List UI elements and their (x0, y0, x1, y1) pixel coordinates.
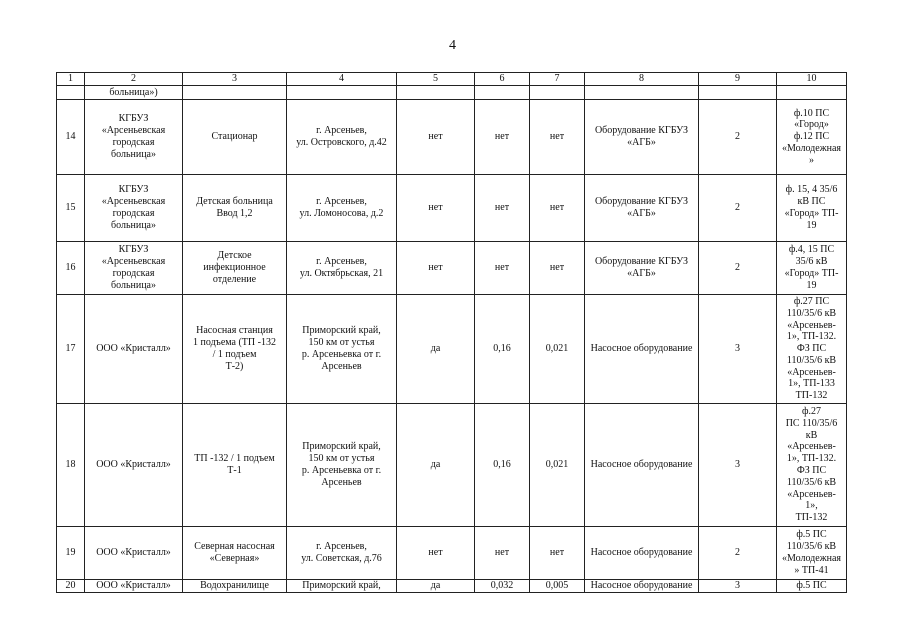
table-cell: ТП -132 / 1 подъем Т-1 (183, 404, 287, 527)
table-cell: 20 (57, 580, 85, 593)
table-cell: 2 (699, 175, 777, 242)
table-cell: 17 (57, 295, 85, 404)
table-cell: Насосное оборудование (585, 580, 699, 593)
table-cell: нет (530, 175, 585, 242)
table-row (57, 86, 847, 100)
table-cell: нет (530, 527, 585, 580)
column-header: 2 (85, 73, 183, 86)
table-cell: Водохранилище (183, 580, 287, 593)
table-cell: Оборудование КГБУЗ «АГБ» (585, 242, 699, 295)
table-cell: 2 (699, 242, 777, 295)
table-cell: ф.5 ПС 110/35/6 кВ «Молодежная » ТП-41 (777, 527, 847, 580)
table-cell: ф.5 ПС (777, 580, 847, 593)
table-cell: 0,005 (530, 580, 585, 593)
table-cell: Насосное оборудование (585, 404, 699, 527)
column-header: 6 (475, 73, 530, 86)
table-cell: нет (397, 242, 475, 295)
table-cell: 15 (57, 175, 85, 242)
table-cell: 18 (57, 404, 85, 527)
table-cell: Приморский край, 150 км от устья р. Арсеньевка от г. Арсеньев (287, 404, 397, 527)
table-cell: нет (530, 100, 585, 175)
table-cell: да (397, 295, 475, 404)
table-cell: 2 (699, 527, 777, 580)
table-cell (530, 86, 585, 100)
table-cell: КГБУЗ «Арсеньевская городская больница» (85, 175, 183, 242)
table-row (57, 527, 847, 580)
table-cell: г. Арсеньев, ул. Островского, д.42 (287, 100, 397, 175)
table-cell: нет (475, 100, 530, 175)
table-cell: нет (397, 175, 475, 242)
table-cell (699, 86, 777, 100)
column-header: 4 (287, 73, 397, 86)
table-cell: КГБУЗ «Арсеньевская городская больница» (85, 100, 183, 175)
column-header: 1 (57, 73, 85, 86)
column-header: 5 (397, 73, 475, 86)
table-cell: ф.27 ПС 110/35/6 кВ «Арсеньев- 1», ТП-132. ФЗ ПС 110/35/6 кВ «Арсеньев- 1», ТП-132 (777, 404, 847, 527)
table-cell: ф.10 ПС «Город» ф.12 ПС «Молодежная » (777, 100, 847, 175)
table-cell: 19 (57, 527, 85, 580)
table-cell: ООО «Кристалл» (85, 404, 183, 527)
table-cell: Оборудование КГБУЗ «АГБ» (585, 100, 699, 175)
table-cell: да (397, 404, 475, 527)
table-row (57, 242, 847, 295)
table-cell: нет (397, 100, 475, 175)
table-cell: нет (475, 527, 530, 580)
table-cell (475, 86, 530, 100)
table-row (57, 100, 847, 175)
table-cell: 16 (57, 242, 85, 295)
column-header: 10 (777, 73, 847, 86)
table-cell (287, 86, 397, 100)
table-cell: нет (475, 175, 530, 242)
header-row (57, 73, 847, 86)
table-row (57, 580, 847, 593)
table-cell: 3 (699, 404, 777, 527)
column-header: 7 (530, 73, 585, 86)
table-cell: ООО «Кристалл» (85, 295, 183, 404)
table-cell: 0,16 (475, 404, 530, 527)
table-cell: Детское инфекционное отделение (183, 242, 287, 295)
table-cell: ООО «Кристалл» (85, 527, 183, 580)
table-row (57, 295, 847, 404)
table-cell: г. Арсеньев, ул. Октябрьская, 21 (287, 242, 397, 295)
table-cell: 14 (57, 100, 85, 175)
table-cell: Насосное оборудование (585, 527, 699, 580)
table-cell: нет (397, 527, 475, 580)
table-cell: нет (475, 242, 530, 295)
table-cell: нет (530, 242, 585, 295)
table-cell: г. Арсеньев, ул. Советская, д.76 (287, 527, 397, 580)
table-cell: г. Арсеньев, ул. Ломоносова, д.2 (287, 175, 397, 242)
table-cell: ф.4, 15 ПС 35/6 кВ «Город» ТП- 19 (777, 242, 847, 295)
table-cell: 0,021 (530, 295, 585, 404)
table-cell: Приморский край, 150 км от устья р. Арсеньевка от г. Арсеньев (287, 295, 397, 404)
table-cell (585, 86, 699, 100)
table-cell (397, 86, 475, 100)
table-cell: да (397, 580, 475, 593)
table-cell: ООО «Кристалл» (85, 580, 183, 593)
table-cell: Насосная станция 1 подъема (ТП -132 / 1 подъем Т-2) (183, 295, 287, 404)
column-header: 8 (585, 73, 699, 86)
table-cell: 0,021 (530, 404, 585, 527)
table-cell (57, 86, 85, 100)
table-cell: 2 (699, 100, 777, 175)
table-cell: 3 (699, 295, 777, 404)
column-header: 3 (183, 73, 287, 86)
table-cell (183, 86, 287, 100)
table-cell: ф. 15, 4 35/6 кВ ПС «Город» ТП- 19 (777, 175, 847, 242)
column-header: 9 (699, 73, 777, 86)
table-row (57, 404, 847, 527)
table-cell: 0,032 (475, 580, 530, 593)
table-cell: Детская больница Ввод 1,2 (183, 175, 287, 242)
table-cell: КГБУЗ «Арсеньевская городская больница» (85, 242, 183, 295)
page-number: 4 (449, 38, 456, 53)
table-row (57, 175, 847, 242)
table-cell: 0,16 (475, 295, 530, 404)
table-cell: Приморский край, (287, 580, 397, 593)
table-cell (777, 86, 847, 100)
table-cell: ф.27 ПС 110/35/6 кВ «Арсеньев- 1», ТП-132. ФЗ ПС 110/35/6 кВ «Арсеньев- 1», ТП-133 ТП-132 (777, 295, 847, 404)
table-cell: больница») (85, 86, 183, 100)
table-cell: Северная насосная «Северная» (183, 527, 287, 580)
table-cell: Стационар (183, 100, 287, 175)
table-cell: Насосное оборудование (585, 295, 699, 404)
table-cell: Оборудование КГБУЗ «АГБ» (585, 175, 699, 242)
table-cell: 3 (699, 580, 777, 593)
data-table (56, 72, 847, 593)
